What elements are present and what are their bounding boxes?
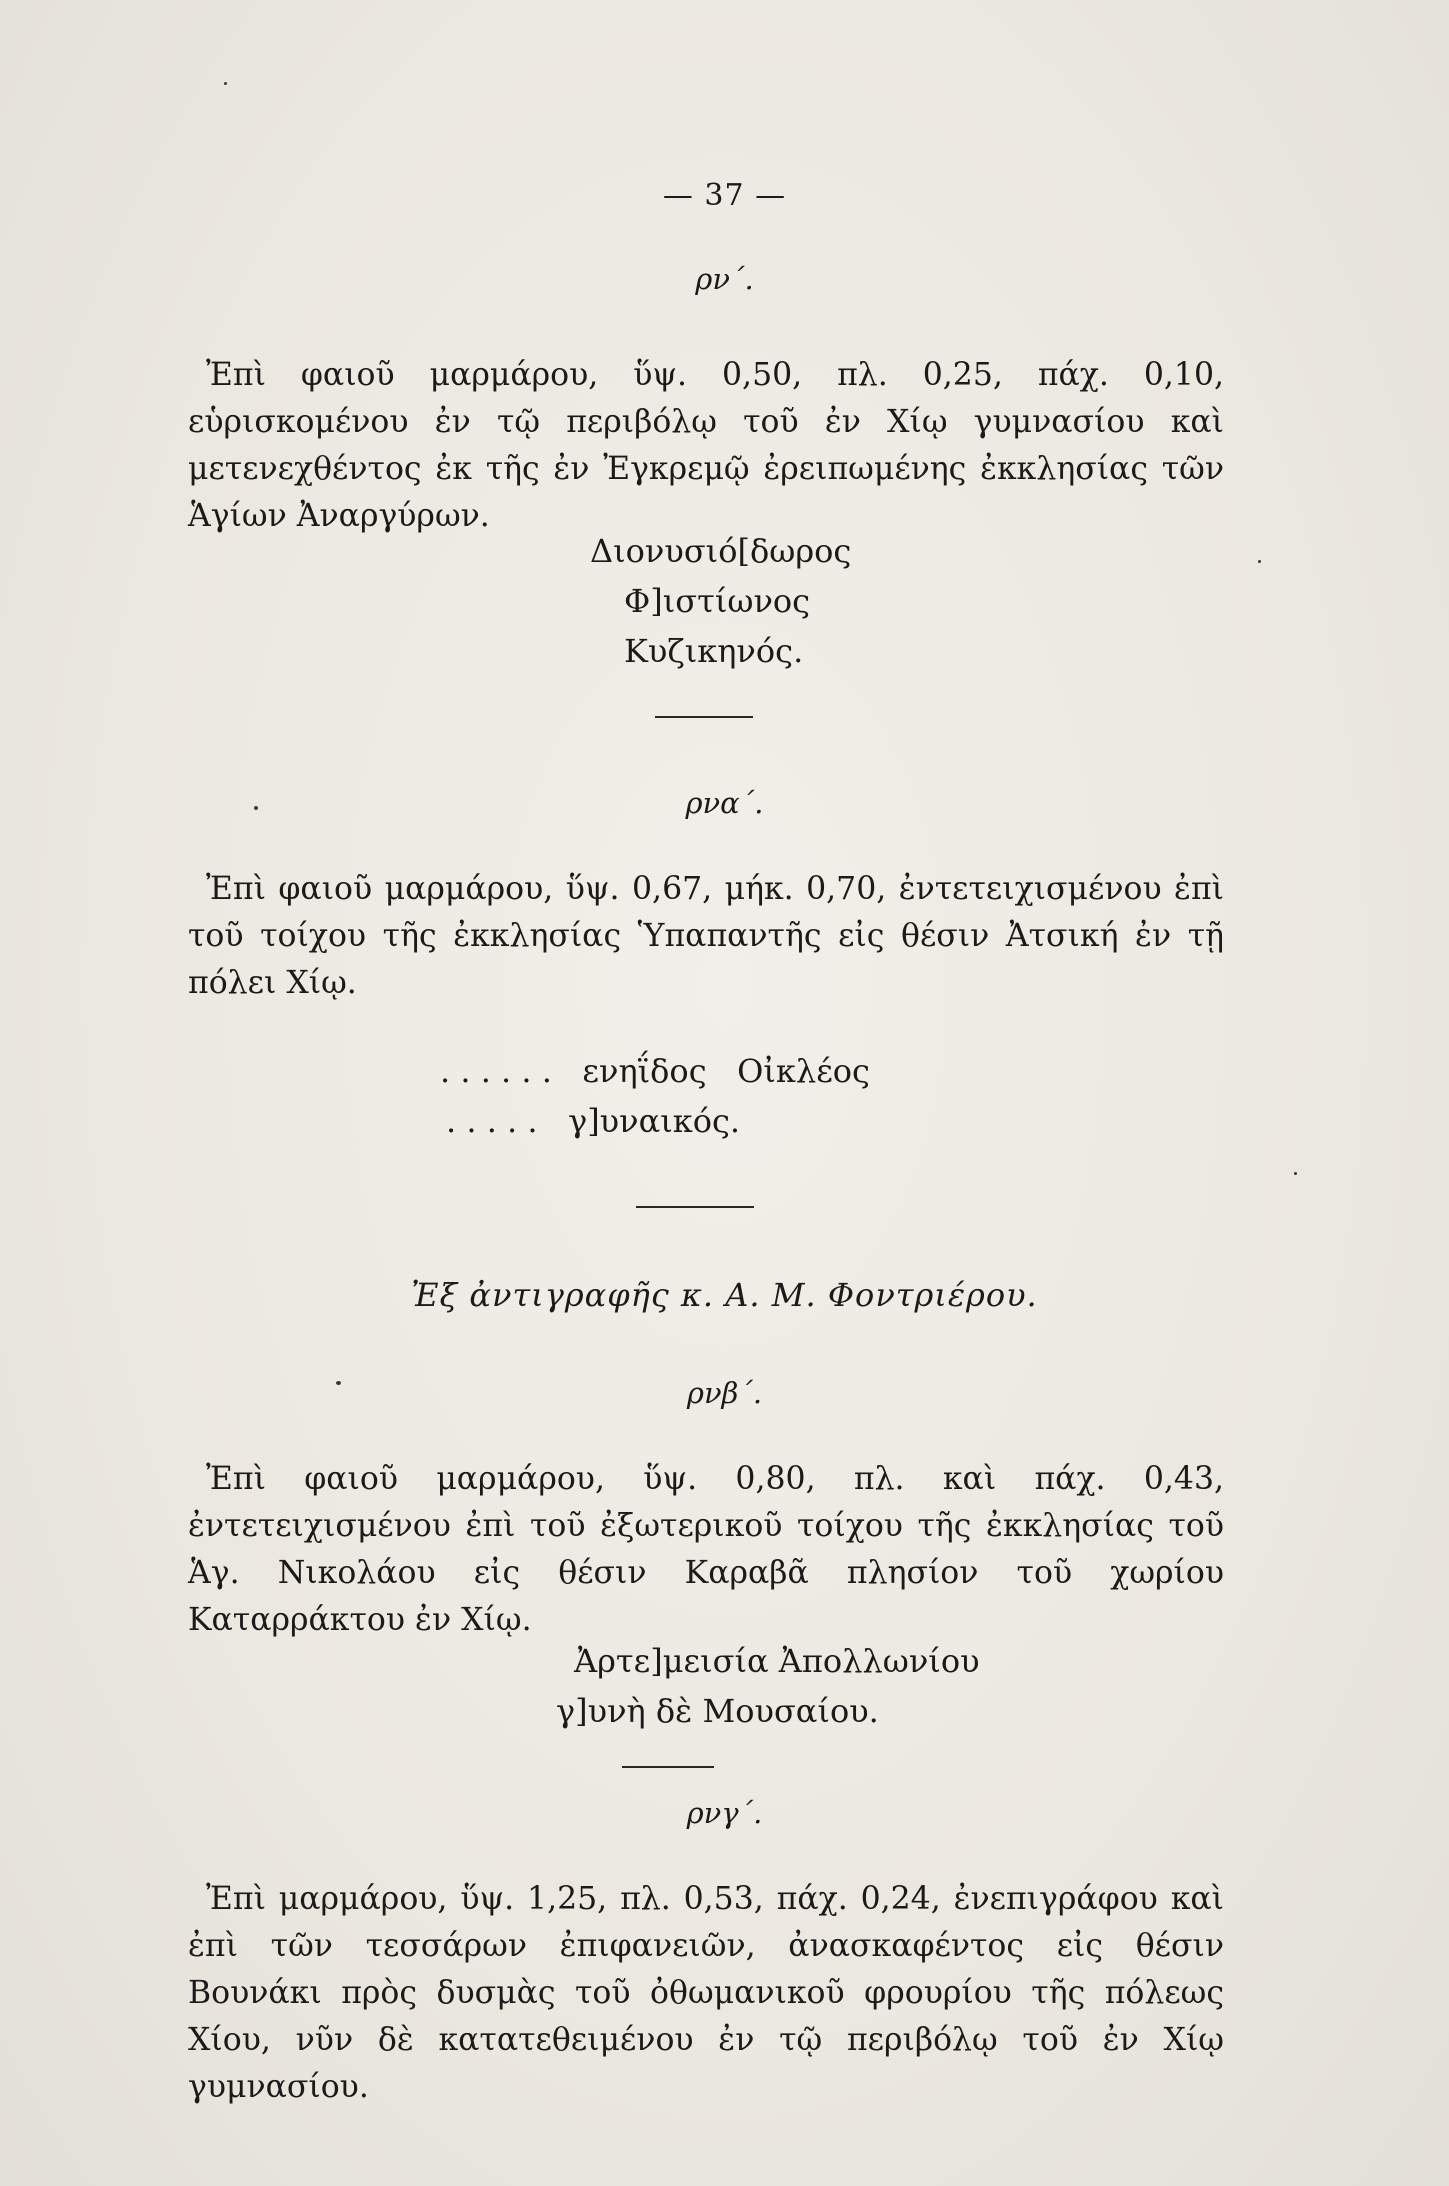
entry-description [188, 1876, 1224, 2111]
paper-speck [254, 806, 258, 810]
entry-text: Ἐπὶ μαρμάρου, ὕψ. 1,25, πλ. 0,53, πάχ. 0,24, ἐνεπιγράφου καὶ ἐπὶ τῶν τεσσάρων ἐπιφανειῶν, ἀνασκαφέντος εἰς θέσιν Βουνάκι πρὸς δυσμὰς τοῦ ὀθωμανικοῦ φρουρίου τῆς πόλεως Χίου, νῦν δὲ κατατεθειμένου ἐν τῷ περιβόλῳ τοῦ ἐν Χίῳ γυμνασίου. [188, 1881, 1224, 2105]
entry-text: Ἐπὶ φαιοῦ μαρμάρου, ὕψ. 0,67, μήκ. 0,70, ἐντετειχισμένου ἐπὶ τοῦ τοίχου τῆς ἐκκλησίας Ὑπαπαντῆς εἰς θέσιν Ἀτσική ἐν τῇ πόλει Χίῳ. [188, 871, 1224, 1001]
inscription-line: γ]υνὴ δὲ Μουσαίου. [556, 1692, 879, 1730]
entry-number: ρνγ΄. [686, 1796, 763, 1830]
entry-number: ρν΄. [695, 262, 754, 296]
entry-text: Ἐπὶ φαιοῦ μαρμάρου, ὕψ. 0,80, πλ. καὶ πάχ. 0,43, ἐντετειχισμένου ἐπὶ τοῦ ἐξωτερικοῦ τοίχου τῆς ἐκκλησίας τοῦ Ἁγ. Νικολάου εἰς θέσιν Καραβᾶ πλησίον τοῦ χωρίου Καταρράκτου ἐν Χίῳ. [188, 1461, 1224, 1638]
paper-speck [1258, 560, 1261, 563]
entry-description [188, 866, 1224, 1007]
inscription-line: Διονυσιό[δωρος [590, 532, 852, 570]
entry-number: ρνα΄. [685, 786, 764, 820]
inscription-line: Κυζικηνός. [624, 632, 804, 670]
source-note: Ἐξ ἀντιγραφῆς κ. Α. Μ. Φοντριέρου. [411, 1276, 1038, 1314]
entry-description [188, 352, 1224, 540]
inscription-line: . . . . . γ]υναικός. [446, 1102, 741, 1140]
entry-number: ρνβ΄. [686, 1376, 763, 1410]
inscription-line: Φ]ιστίωνος [624, 582, 811, 620]
section-divider [622, 1766, 714, 1768]
inscription-line: . . . . . . ενηΐδος Οἰκλέος [440, 1052, 870, 1090]
section-divider [636, 1206, 754, 1208]
entry-text: Ἐπὶ φαιοῦ μαρμάρου, ὕψ. 0,50, πλ. 0,25, πάχ. 0,10, εὑρισκομένου ἐν τῷ περιβόλῳ τοῦ ἐν Χίῳ γυμνασίου καὶ μετενεχθέντος ἐκ τῆς ἐν Ἐγκρεμῷ ἐρειπωμένης ἐκκλησίας τῶν Ἁγίων Ἀναργύρων. [188, 357, 1224, 534]
inscription-line: Ἀρτε]μεισία Ἀπολλωνίου [574, 1642, 980, 1680]
entry-description [188, 1456, 1224, 1644]
paper-speck [224, 82, 227, 85]
paper-speck [1294, 1172, 1297, 1175]
section-divider [655, 716, 753, 718]
page-number: — 37 — [662, 178, 787, 213]
paper-speck [336, 1381, 341, 1385]
